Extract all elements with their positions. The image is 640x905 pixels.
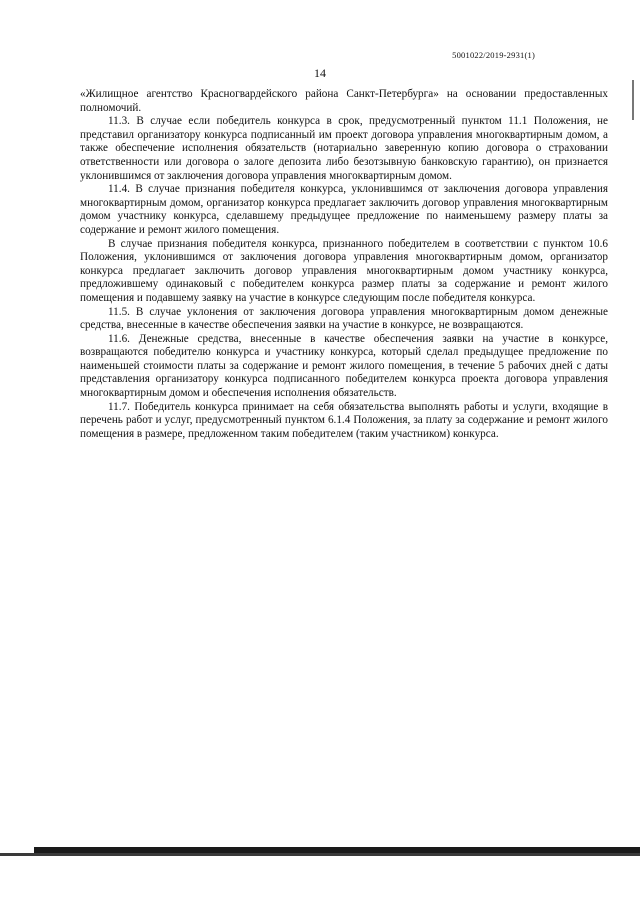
paragraph-11-4-cont: В случае признания победителя конкурса, признанного победителем в соответствии с пунктом 10.6 Положения, уклонившимся от заключения договора управления многоквартирным домом, организатор конкурса предлагает заключить договор управления многоквартирным домом участнику конкурса, предложившему одинаковый с победителем конкурса размер платы за содержание и ремонт жилого помещения и подавшему заявку на участие в конкурсе следующим после победителя конкурса. xyxy=(80,237,608,304)
paragraph-11-6: 11.6. Денежные средства, внесенные в качестве обеспечения заявки на участие в конкурсе, возвращаются победителю конкурса и участнику конкурса, который сделал предыдущее предложение по наименьшей стоимости платы за содержание и ремонт жилого помещения, в течение 5 рабочих дней с даты представления организатору конкурса подписанного победителем конкурса проекта договора управления многоквартирным домом и обеспечения исполнения обязательств. xyxy=(80,332,608,400)
paragraph-intro: «Жилищное агентство Красногвардейского района Санкт-Петербурга» на основании предоставленных полномочий. xyxy=(80,88,608,114)
document-number: 5001022/2019-2931(1) xyxy=(452,50,535,60)
paragraph-11-5: 11.5. В случае уклонения от заключения договора управления многоквартирным домом денежные средства, внесенные в качестве обеспечения заявки на участие в конкурсе, не возвращаются. xyxy=(80,305,608,332)
paragraph-11-7: 11.7. Победитель конкурса принимает на себя обязательства выполнять работы и услуги, входящие в перечень работ и услуг, предусмотренный пунктом 6.1.4 Положения, за плату за содержание и ремонт жилого помещения в размере, предложенном таким победителем (таким участником) конкурса. xyxy=(80,400,608,440)
scan-edge-mark xyxy=(632,80,634,120)
page-number: 14 xyxy=(314,66,326,80)
paragraph-11-3: 11.3. В случае если победитель конкурса в срок, предусмотренный пунктом 11.1 Положения, не представил организатору конкурса подписанный им проект договора управления многоквартирным домом, а также обеспечение исполнения обязательств (нотариально заверенную копию договора о страховании ответственности или договора о залоге депозита либо безотзывную банковскую гарантию), он признается уклонившимся от заключения договора управления многоквартирным домом. xyxy=(80,115,608,182)
scan-bottom-band-shadow xyxy=(0,853,640,856)
paragraph-11-4: 11.4. В случае признания победителя конкурса, уклонившимся от заключения договора управления многоквартирным домом, организатор конкурса предлагает заключить договор управления многоквартирным домом участнику конкурса, сделавшему предыдущее предложение по наименьшему размеру платы за содержание и ремонт жилого помещения. xyxy=(80,183,608,236)
document-body xyxy=(80,88,608,441)
